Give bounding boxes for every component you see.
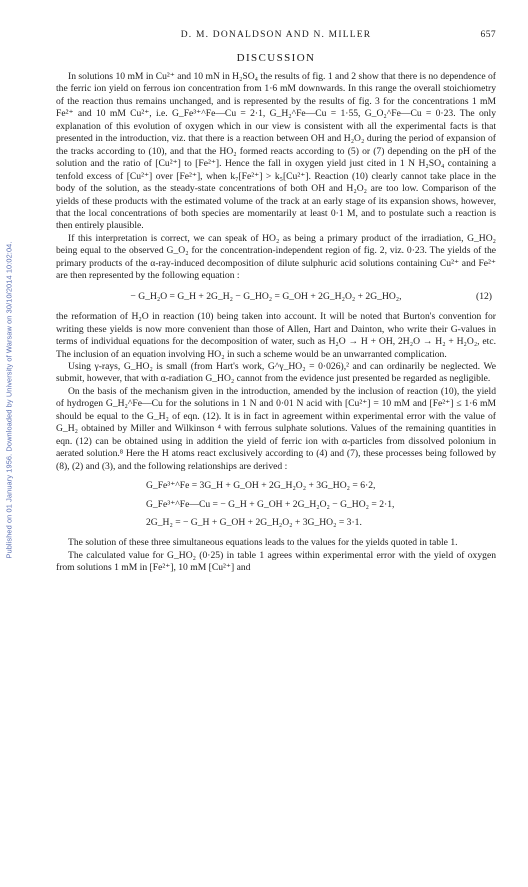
download-watermark-text: Published on 01 January 1956. Downloaded by University of Warsaw on 30/10/2014 10:02:04. xyxy=(4,241,14,559)
paragraph-1: In solutions 10 mM in Cu²⁺ and 10 mN in H₂SO₄ the results of fig. 1 and 2 show that there is no dependence of the ferric ion yield on ferrous ion concentration from 1·6 mM downwards. In this range the overall stoichiometry of the reaction thus remains unchanged, and is represented by the results of fig. 3 for the concentrations 1 mM Fe²⁺ and 10 mM Cu²⁺, i.e. G_Fe³⁺^Fe—Cu = 2·1, G_H₂^Fe—Cu = 1·55, G_O₂^Fe—Cu = 0·23. The only explanation of this evolution of oxygen which in our view is consistent with all the experimental facts is that presented in the introduction, viz. that there is a reaction between OH and H₂O₂ during the period of expansion of the tracks according to (10), and that the HO₂ formed reacts according to (5) or (7) depending on the pH of the solution and the ratio of [Cu²⁺] to [Fe²⁺]. Hence the fall in oxygen yield just cited in 1 N H₂SO₄ containing a tenfold excess of [Cu²⁺] over [Fe²⁺], when k₇[Fe²⁺] > k₅[Cu²⁺]. Reaction (10) clearly cannot take place in the body of the solution, as the steady-state concentrations of both OH and H₂O₂ are too low. Comparison of the yields of these products with the estimated volume of the track at an early stage of its expansion shows, however, that the local concentrations of both species are momentarily at least 0·1 M, and to postulate such a reaction is then entirely plausible. xyxy=(56,71,496,232)
paragraph-7: The calculated value for G_HO₂ (0·25) in table 1 agrees within experimental error with the yield of oxygen from solutions 1 mM in [Fe²⁺], 10 mM [Cu²⁺] and xyxy=(56,549,496,574)
page-number: 657 xyxy=(480,30,496,40)
equation-12-number: (12) xyxy=(476,290,492,302)
equation-ferric-copper-yield: G_Fe³⁺^Fe—Cu = − G_H + G_OH + 2G_H₂O₂ − G_HO₂ = 2·1, xyxy=(146,498,395,510)
paragraph-6: The solution of these three simultaneous equations leads to the values for the yields quoted in table 1. xyxy=(68,537,458,549)
equation-ferric-yield: G_Fe³⁺^Fe = 3G_H + G_OH + 2G_H₂O₂ + 3G_HO₂ = 6·2, xyxy=(146,480,376,492)
paragraph-3: the reformation of H₂O in reaction (10) being taken into account. It will be noted that Burton's convention for writing these yields is now more convenient than those of Allen, Hart and Dainton, who write their G-values in terms of individual equations for the decomposition of water, such as H₂O → H + OH, 2H₂O → H₂ + H₂O₂, etc. The inclusion of an equation involving HO₂ in such a scheme would be an unwarranted complication. xyxy=(56,311,496,360)
equation-hydrogen-yield: 2G_H₂ = − G_H + G_OH + 2G_H₂O₂ + 3G_HO₂ = 3·1. xyxy=(146,516,362,528)
page-content xyxy=(56,30,496,575)
equation-12-expression: − G_H₂O = G_H + 2G_H₂ − G_HO₂ = G_OH + 2G_H₂O₂ + 2G_HO₂, xyxy=(130,290,402,302)
section-heading: DISCUSSION xyxy=(236,52,316,64)
paragraph-2: If this interpretation is correct, we can speak of HO₂ as being a primary product of the irradiation, G_HO₂ being equal to the observed G_O₂ for the concentration-independent region of fig. 2, viz. 0·23. The yields of the primary products of the α-ray-induced decomposition of dilute sulphuric acid solutions containing Cu²⁺ and Fe²⁺ are then represented by the following equation : xyxy=(56,232,496,282)
paragraph-5: On the basis of the mechanism given in the introduction, amended by the inclusion of reaction (10), the yield of hydrogen G_H₂^Fe—Cu for the solutions in 1 N and 0·01 N acid with [Cu²⁺] = 10 mM and [Fe²⁺] ≤ 1·6 mM should be equal to the G_H₂ of eqn. (12). It is in fact in agreement within experimental error with the value of G_H₂ obtained by Miller and Wilkinson ⁴ with ferrous sulphate solutions. Values of the remaining quantities in eqn. (12) can be obtained using in addition the yield of ferric ion with α-particles from dissolved polonium in aerated solution.⁸ Here the H atoms react exclusively according to (4) and (7), these processes being followed by (8), (2) and (3), and the following relationships are derived : xyxy=(56,385,496,472)
running-header xyxy=(56,30,496,44)
paragraph-4: Using γ-rays, G_HO₂ is small (from Hart's work, G^γ_HO₂ = 0·026),² and can ordinarily be neglected. We submit, however, that with α-radiation G_HO₂ cannot from the evidence just presented be regarded as negligible. xyxy=(56,360,496,385)
equation-system xyxy=(56,480,496,529)
equation-12 xyxy=(56,291,496,303)
download-watermark xyxy=(1,40,17,760)
running-title: D. M. DONALDSON AND N. MILLER xyxy=(180,30,372,40)
